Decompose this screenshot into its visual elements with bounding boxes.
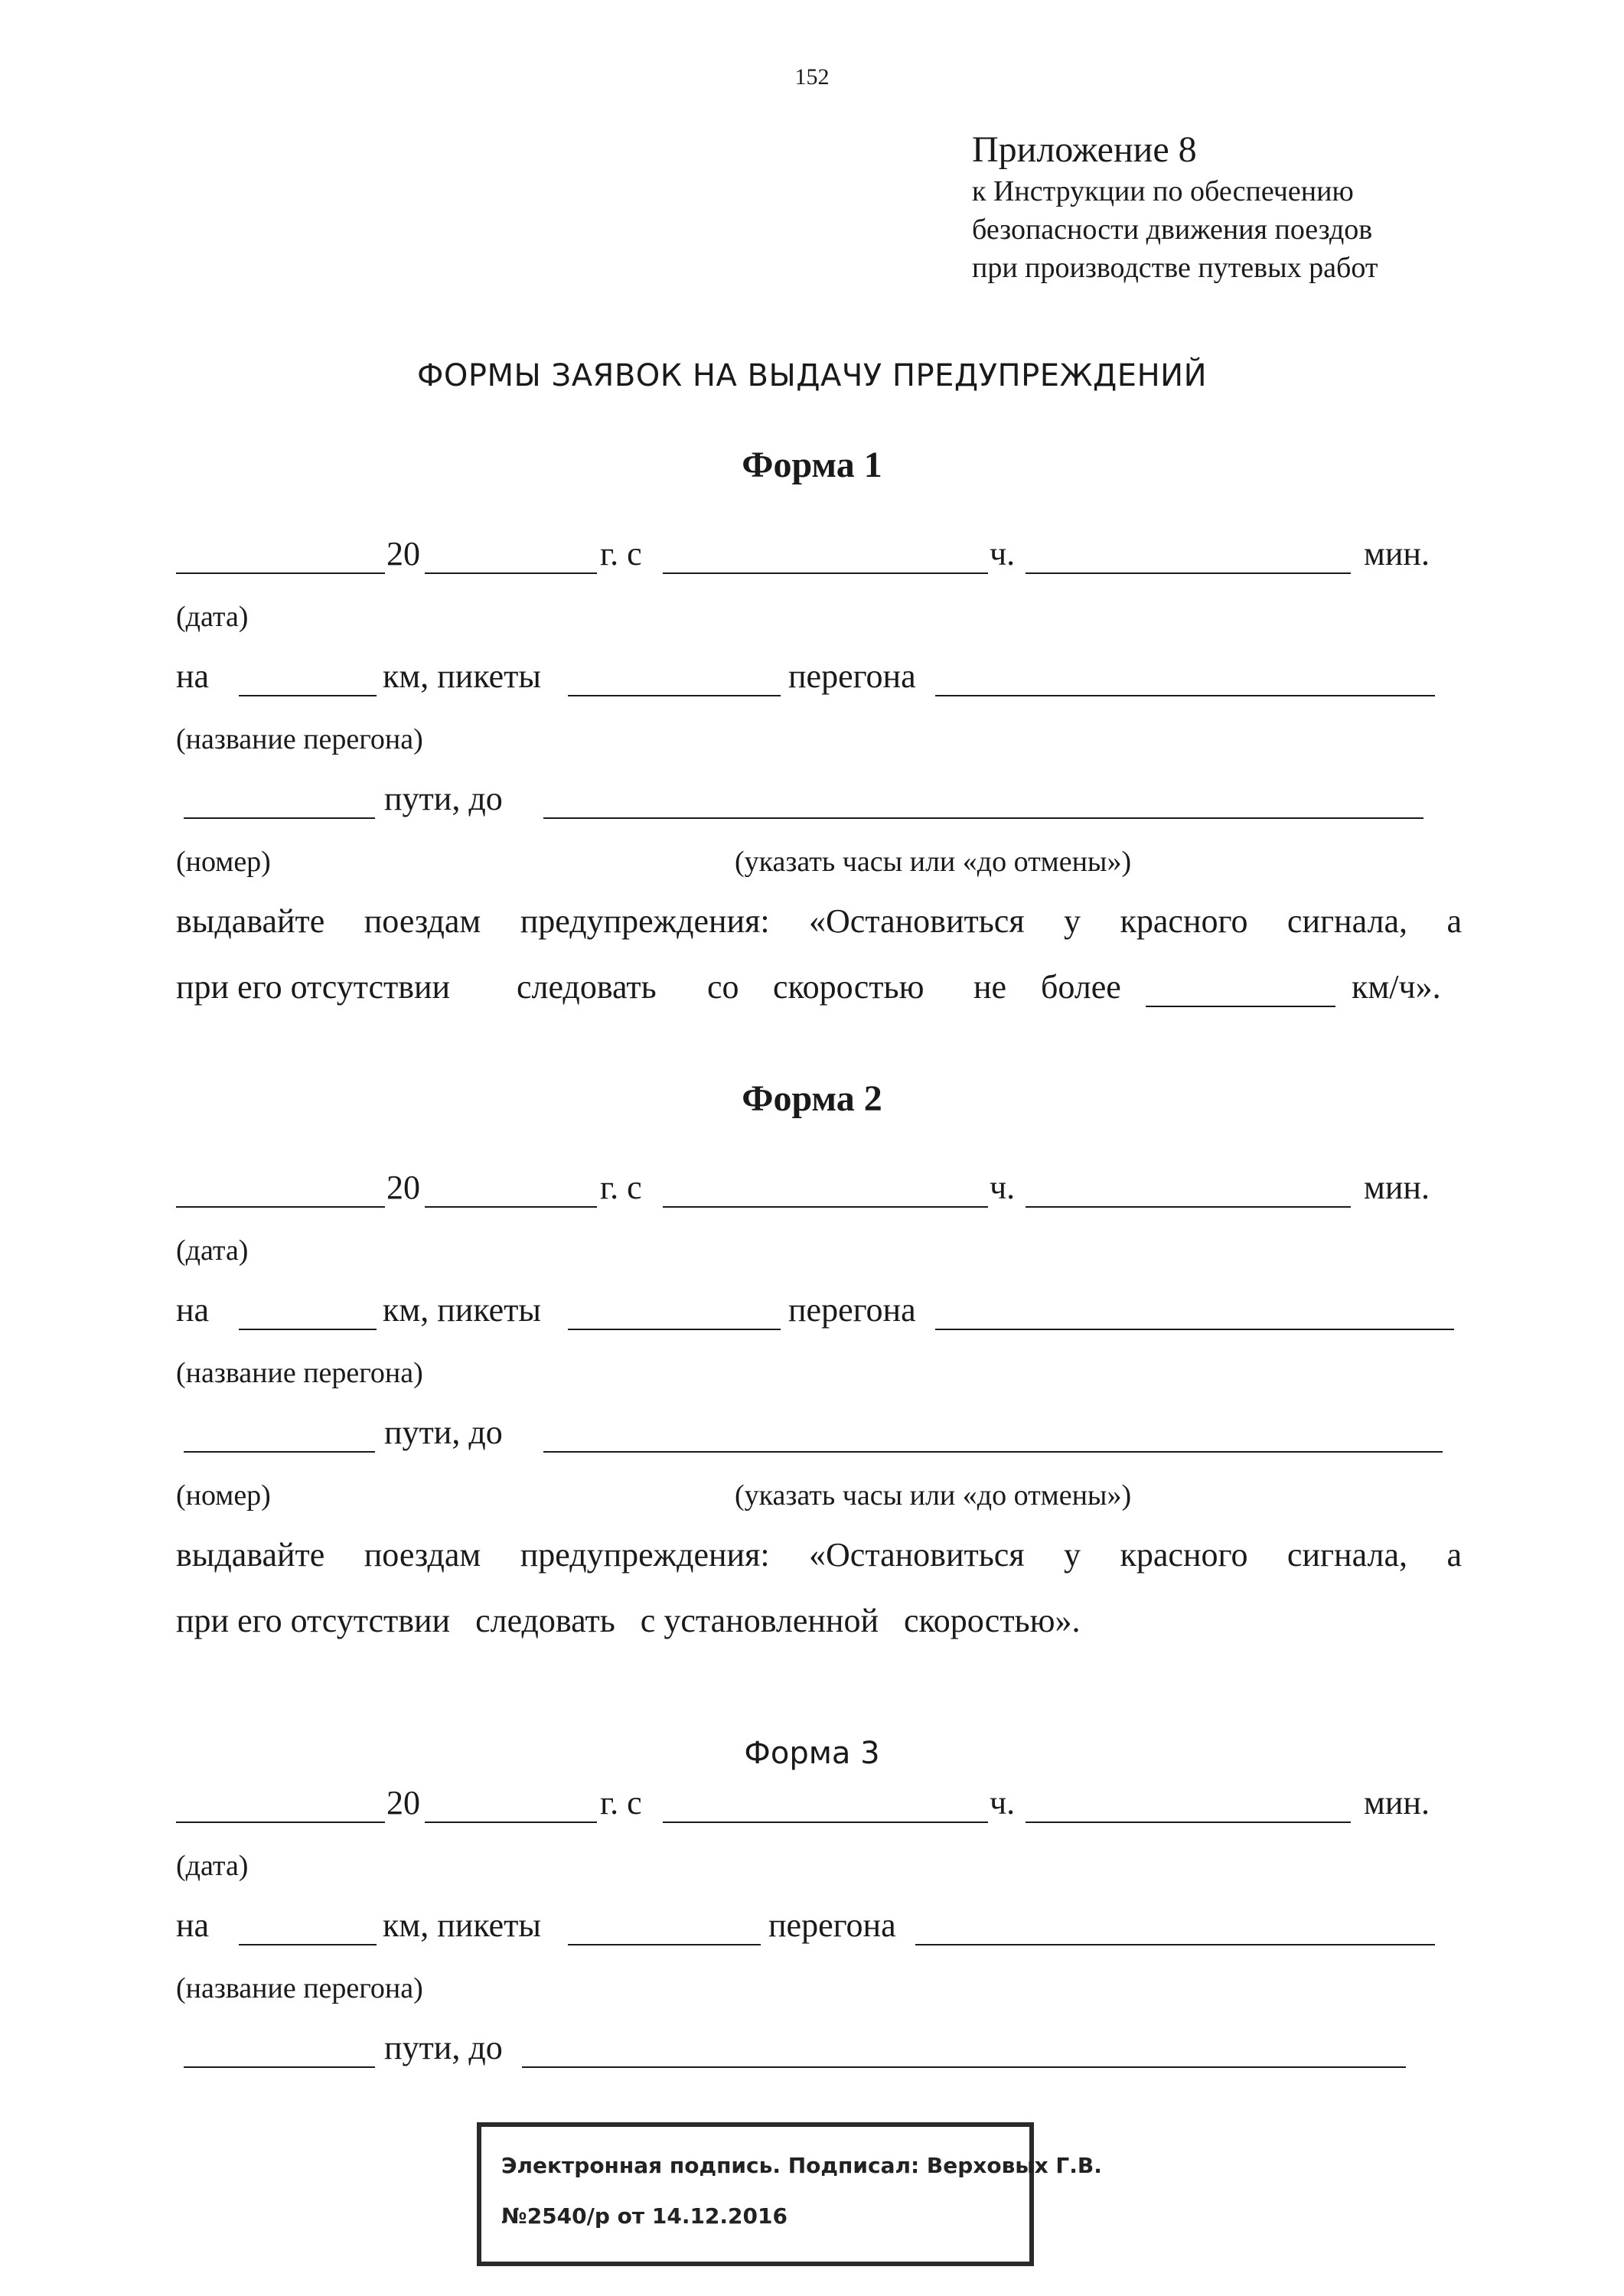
- form-1-peregon-blank[interactable]: [935, 695, 1435, 696]
- form-2-g-s: г. с: [600, 1169, 642, 1206]
- form-1-text-line-2-g: км/ч».: [1352, 968, 1441, 1006]
- form-1-pikety-blank[interactable]: [568, 695, 781, 696]
- form-1-text-line-2-b: следовать: [517, 968, 657, 1006]
- form-1-peregona: перегона: [788, 657, 916, 695]
- form-2-year-prefix: 20: [386, 1169, 420, 1206]
- form-2-km-pikety: км, пикеты: [383, 1291, 541, 1329]
- form-1-date-caption: (дата): [176, 601, 249, 633]
- form-1-km-blank[interactable]: [239, 695, 377, 696]
- form-1-day-blank[interactable]: [176, 572, 385, 574]
- appendix-title: Приложение 8: [972, 129, 1197, 170]
- form-2-pikety-blank[interactable]: [568, 1329, 781, 1330]
- form-1-text-line-2-c: со: [707, 968, 739, 1006]
- form-1-nomer-caption: (номер): [176, 846, 271, 878]
- form-1-until-blank[interactable]: [543, 817, 1423, 819]
- form-1-g-s: г. с: [600, 535, 642, 572]
- form-1-min-blank[interactable]: [1026, 572, 1351, 574]
- form-3-pikety-blank[interactable]: [568, 1944, 761, 1945]
- form-3-min: мин.: [1364, 1784, 1430, 1821]
- form-1-km-pikety: км, пикеты: [383, 657, 541, 695]
- form-2-peregona: перегона: [788, 1291, 916, 1329]
- form-1-text-line-2-d: скоростью: [773, 968, 925, 1006]
- form-3-peregon-blank[interactable]: [915, 1944, 1435, 1945]
- form-2-text-line-2: при его отсутствии следовать с установленной скоростью».: [176, 1602, 1081, 1639]
- form-1-year-blank[interactable]: [425, 572, 597, 574]
- form-3-ch: ч.: [990, 1784, 1016, 1821]
- appendix-line-3: при производстве путевых работ: [972, 252, 1378, 284]
- form-1-text-line-2-a: при его отсутствии: [176, 968, 451, 1006]
- form-1-text-line-2-e: не: [973, 968, 1007, 1006]
- form-2-day-blank[interactable]: [176, 1206, 385, 1208]
- form-3-peregon-caption: (название перегона): [176, 1972, 423, 2004]
- form-3-km-pikety: км, пикеты: [383, 1906, 541, 1944]
- form-3-peregona: перегона: [768, 1906, 896, 1944]
- form-1-ch: ч.: [990, 535, 1016, 572]
- form-3-year-blank[interactable]: [425, 1821, 597, 1823]
- form-2-text-line-1: выдавайте поездам предупреждения: «Остановиться у красного сигнала, а: [176, 1536, 1462, 1574]
- form-1-track-blank[interactable]: [184, 817, 375, 819]
- form-1-hour-blank[interactable]: [663, 572, 988, 574]
- form-1-speed-blank[interactable]: [1146, 1006, 1335, 1007]
- form-3-g-s: г. с: [600, 1784, 642, 1821]
- appendix-line-2: безопасности движения поездов: [972, 214, 1373, 246]
- form-3-day-blank[interactable]: [176, 1821, 385, 1823]
- form-3-puti-do: пути, до: [384, 2029, 503, 2066]
- form-1-title: Форма 1: [742, 445, 882, 485]
- form-3-na: на: [176, 1906, 210, 1944]
- form-1-text-line-2-f: более: [1041, 968, 1121, 1006]
- electronic-signature-stamp: [477, 2122, 1102, 2266]
- form-1-peregon-caption: (название перегона): [176, 723, 423, 755]
- form-3-min-blank[interactable]: [1026, 1821, 1351, 1823]
- form-3-date-caption: (дата): [176, 1850, 249, 1882]
- form-1-min: мин.: [1364, 535, 1430, 572]
- form-2-hour-blank[interactable]: [663, 1206, 988, 1208]
- form-2-na: на: [176, 1291, 210, 1329]
- form-1-year-prefix: 20: [386, 535, 420, 572]
- form-2-year-blank[interactable]: [425, 1206, 597, 1208]
- form-2-km-blank[interactable]: [239, 1329, 377, 1330]
- form-1-puti-do: пути, до: [384, 780, 503, 817]
- form-2-title: Форма 2: [742, 1078, 882, 1119]
- form-2-track-blank[interactable]: [184, 1451, 375, 1453]
- form-1-na: на: [176, 657, 210, 695]
- main-title: ФОРМЫ ЗАЯВОК НА ВЫДАЧУ ПРЕДУПРЕЖДЕНИЙ: [416, 358, 1207, 393]
- form-2-nomer-caption: (номер): [176, 1479, 271, 1512]
- form-2-peregon-blank[interactable]: [935, 1329, 1454, 1330]
- form-1-hours-caption: (указать часы или «до отмены»): [735, 846, 1132, 878]
- form-2-hours-caption: (указать часы или «до отмены»): [735, 1479, 1132, 1512]
- appendix-line-1: к Инструкции по обеспечению: [972, 175, 1354, 207]
- form-3-km-blank[interactable]: [239, 1944, 377, 1945]
- form-3-hour-blank[interactable]: [663, 1821, 988, 1823]
- form-2-puti-do: пути, до: [384, 1414, 503, 1451]
- page-number: 152: [794, 64, 830, 90]
- form-2-ch: ч.: [990, 1169, 1016, 1206]
- form-2-min: мин.: [1364, 1169, 1430, 1206]
- form-1-text-line-1: выдавайте поездам предупреждения: «Остановиться у красного сигнала, а: [176, 902, 1462, 940]
- form-3-track-blank[interactable]: [184, 2066, 375, 2068]
- signature-stamp-line-1: Электронная подпись. Подписал: Верховых Г.В.: [501, 2153, 1102, 2178]
- form-3-until-blank[interactable]: [522, 2066, 1406, 2068]
- form-2-date-caption: (дата): [176, 1234, 249, 1267]
- form-2-min-blank[interactable]: [1026, 1206, 1351, 1208]
- form-3-year-prefix: 20: [386, 1784, 420, 1821]
- form-3-title: Форма 3: [744, 1736, 880, 1771]
- form-2-peregon-caption: (название перегона): [176, 1357, 423, 1389]
- form-2-until-blank[interactable]: [543, 1451, 1443, 1453]
- signature-stamp-line-2: №2540/р от 14.12.2016: [501, 2203, 788, 2229]
